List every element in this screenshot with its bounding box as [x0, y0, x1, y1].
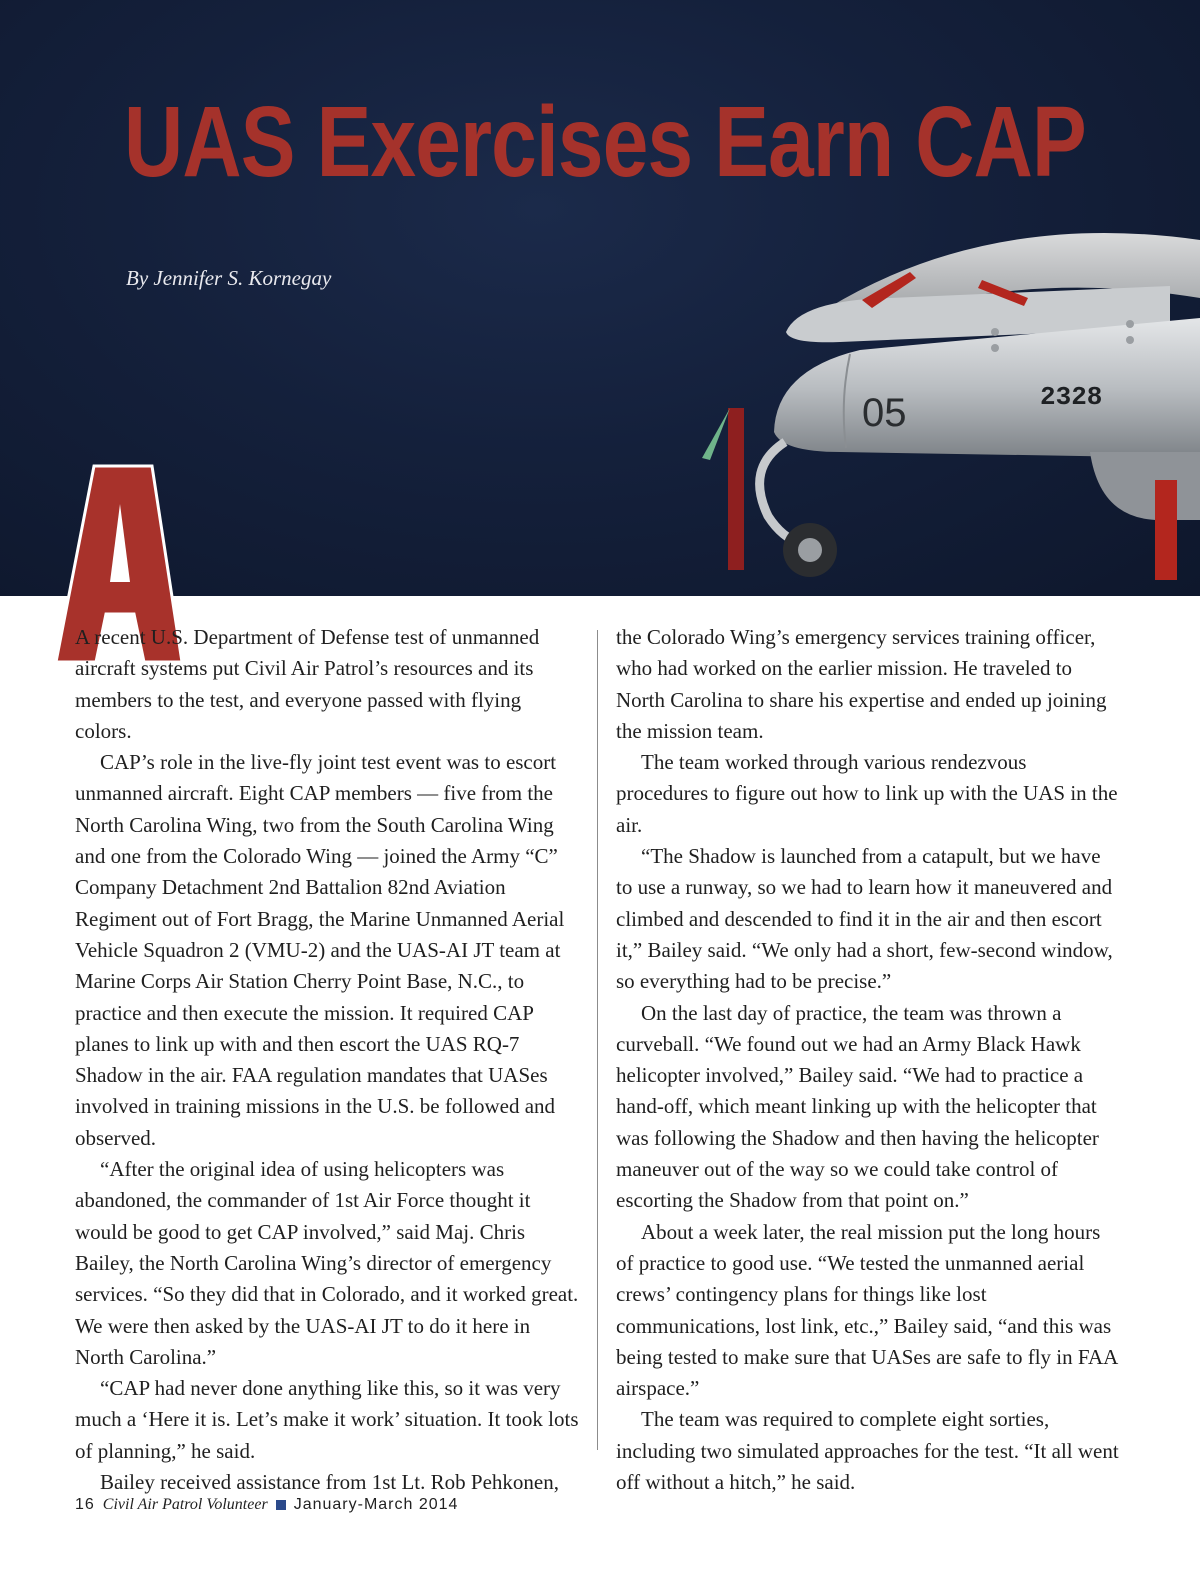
paragraph: The team worked through various rendezvous procedures to figure out how to link up with the UAS in the air.: [616, 750, 1118, 837]
article-column-1: [75, 622, 581, 1498]
paragraph: A recent U.S. Department of Defense test of unmanned aircraft systems put Civil Air Patrol’s resources and its members to the test, and everyone passed with flying colors.: [75, 625, 540, 743]
drone-nose-number: 05: [862, 391, 907, 435]
page-footer: [75, 1496, 458, 1514]
drop-cap-letter: A: [75, 625, 90, 649]
paragraph: On the last day of practice, the team was thrown a curveball. “We found out we had an Army Black Hawk helicopter involved,” Bailey said. “We had to practice a hand-off, which meant linking up with the helicopter that was following the Shadow and then having the helicopter maneuver out of the way so we could take control of escorting the Shadow from that point on.”: [616, 1000, 1099, 1213]
paragraph: Bailey received assistance from 1st Lt. Rob Pehkonen,: [100, 1470, 559, 1495]
paragraph: The team was required to complete eight sorties, including two simulated approaches for the test. “It all went off without a hitch,” he said.: [616, 1407, 1119, 1495]
issue-date: January-March 2014: [293, 1496, 459, 1513]
column-divider: [597, 630, 598, 1450]
byline: By Jennifer S. Kornegay: [126, 266, 332, 290]
shadow-uas-drone-image: [690, 220, 1200, 596]
paragraph: “After the original idea of using helicopters was abandoned, the commander of 1st Air Force thought it would be good to get CAP involved,” said Maj. Chris Bailey, the North Carolina Wing’s director of emergency services. “So they did that in Colorado, and it worked great. We were then asked by the UAS-AI JT to do it here in North Carolina.”: [75, 1157, 579, 1369]
article-column-2: [616, 622, 1122, 1498]
paragraph: “CAP had never done anything like this, so it was very much a ‘Here it is. Let’s make it work’ situation. It took lots of planning,” he said.: [75, 1376, 579, 1463]
paragraph: About a week later, the real mission put the long hours of practice to good use. “We tested the unmanned aerial crews’ contingency plans for things like lost communications, lost link, etc.,” Bailey said, “and this was being tested to make sure that UASes are safe to fly in FAA airspace.”: [616, 1219, 1118, 1401]
square-bullet-icon: [276, 1500, 286, 1510]
paragraph: the Colorado Wing’s emergency services training officer, who had worked on the earlier mission. He traveled to North Carolina to share his expertise and ended up joining the mission team.: [616, 625, 1107, 743]
headline: UAS Exercises Earn CAP: [124, 86, 1086, 198]
publication-name: Civil Air Patrol Volunteer: [102, 1496, 268, 1513]
paragraph: CAP’s role in the live-fly joint test event was to escort unmanned aircraft. Eight CAP members — five from the North Carolina Wing, two from the South Carolina Wing and one from the Colorado Wing — joined the Army “C” Company Detachment 2nd Battalion 82nd Aviation Regiment out of Fort Bragg, the Marine Unmanned Aerial Vehicle Squadron 2 (VMU-2) and the UAS-AI JT team at Marine Corps Air Station Cherry Point Base, N.C., to practice and then execute the mission. It required CAP planes to link up with and then escort the UAS RQ-7 Shadow in the air. FAA regulation mandates that UASes involved in training missions in the U.S. be followed and observed.: [75, 750, 565, 1150]
paragraph: “The Shadow is launched from a catapult, but we have to use a runway, so we had to learn how it maneuvered and climbed and descended to find it in the air and then escort it,” Bailey said. “We only had a short, few-second window, so everything had to be precise.”: [616, 844, 1113, 994]
drone-tail-number: 2328: [1040, 382, 1103, 412]
page-number: 16: [75, 1496, 95, 1513]
